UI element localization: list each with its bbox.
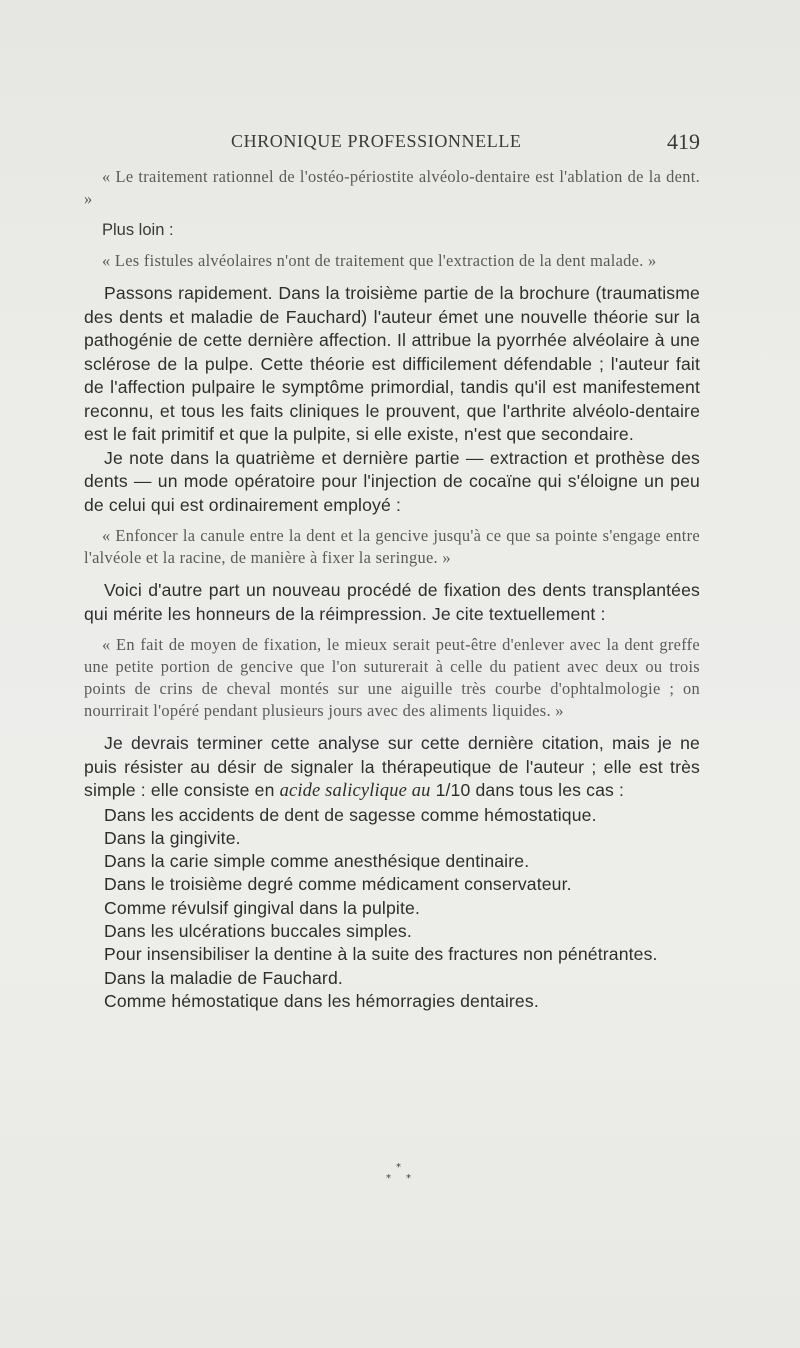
body-paragraph: Passons rapidement. Dans la troisième partie de la brochure (traumatisme des dents et maladie de Fauchard) l'auteur émet une nouvelle théorie sur la pathogénie de cette dernière affection. Il attribue la pyorrhée alvéolaire à une sclérose de la pulpe. Cette théorie est difficilement défendable ; l'auteur fait de l'affection pulpaire le symptôme primordial, tandis qu'il est manifestement reconnu, et tous les faits cliniques le prouvent, que l'arthrite alvéolo-dentaire est le fait primitif et que la pulpite, si elle existe, n'est que secondaire. xyxy=(84,283,700,444)
remedy-text-before: Je devrais terminer cette analyse sur cette dernière citation, mais je ne puis résister au désir de signaler la thérapeutique de l'auteur ; elle est très simple : elle consiste en xyxy=(84,733,700,800)
list-item: Dans la maladie de Fauchard. xyxy=(104,967,343,988)
quote-paragraph: « En fait de moyen de fixation, le mieux serait peut-être d'enlever avec la dent greffe une petite portion de gencive que l'on suturerait à celle du patient avec deux ou trois points de crins de cheval montés sur une aiguille très courbe d'ophtalmologie ; on nourrirait l'opéré pendant plusieurs jours avec des aliments liquides. » xyxy=(84,635,700,720)
list-item: Comme révulsif gingival dans la pulpite. xyxy=(104,897,420,918)
page-body xyxy=(84,166,700,1013)
asterism-star-right: * xyxy=(406,1173,411,1184)
page-header xyxy=(108,131,700,161)
asterism-divider xyxy=(370,1163,430,1187)
list-item: Dans les accidents de dent de sagesse comme hémostatique. xyxy=(104,804,597,825)
list-item: Dans le troisième degré comme médicament conservateur. xyxy=(104,874,572,895)
list-item: Dans les ulcérations buccales simples. xyxy=(104,920,412,941)
body-paragraph: Je note dans la quatrième et dernière partie — extraction et prothèse des dents — un mode opératoire pour l'injection de cocaïne qui s'éloigne un peu de celui qui est ordinairement employé : xyxy=(84,447,700,515)
quote-paragraph: « Les fistules alvéolaires n'ont de traitement que l'extraction de la dent malade. » xyxy=(102,251,657,270)
page-number: 419 xyxy=(667,129,700,154)
running-title: CHRONIQUE PROFESSIONNELLE xyxy=(231,131,522,151)
list-item: Comme hémostatique dans les hémorragies dentaires. xyxy=(104,990,539,1011)
asterism-star-left: * xyxy=(386,1173,391,1184)
asterism-star-top: * xyxy=(396,1162,401,1173)
quote-paragraph: « Le traitement rationnel de l'ostéo-périostite alvéolo-dentaire est l'ablation de la dent. » xyxy=(84,167,700,208)
remedy-emphasis: acide salicylique au xyxy=(279,781,431,801)
remedy-text-after: 1/10 dans tous les cas : xyxy=(430,780,625,800)
indications-list xyxy=(84,804,700,1014)
quote-paragraph: « Enfoncer la canule entre la dent et la gencive jusqu'à ce que sa pointe s'engage entre l'alvéole et la racine, de manière à fixer la seringue. » xyxy=(84,526,700,567)
body-paragraph: Plus loin : xyxy=(102,221,174,239)
list-item: Dans la gingivite. xyxy=(104,827,241,848)
body-paragraph: Voici d'autre part un nouveau procédé de fixation des dents transplantées qui mérite les honneurs de la réimpression. Je cite textuellement : xyxy=(84,580,700,624)
list-item: Dans la carie simple comme anesthésique dentinaire. xyxy=(104,851,530,872)
body-paragraph-remedy xyxy=(84,732,700,804)
list-item: Pour insensibiliser la dentine à la suite des fractures non pénétrantes. xyxy=(104,944,658,965)
